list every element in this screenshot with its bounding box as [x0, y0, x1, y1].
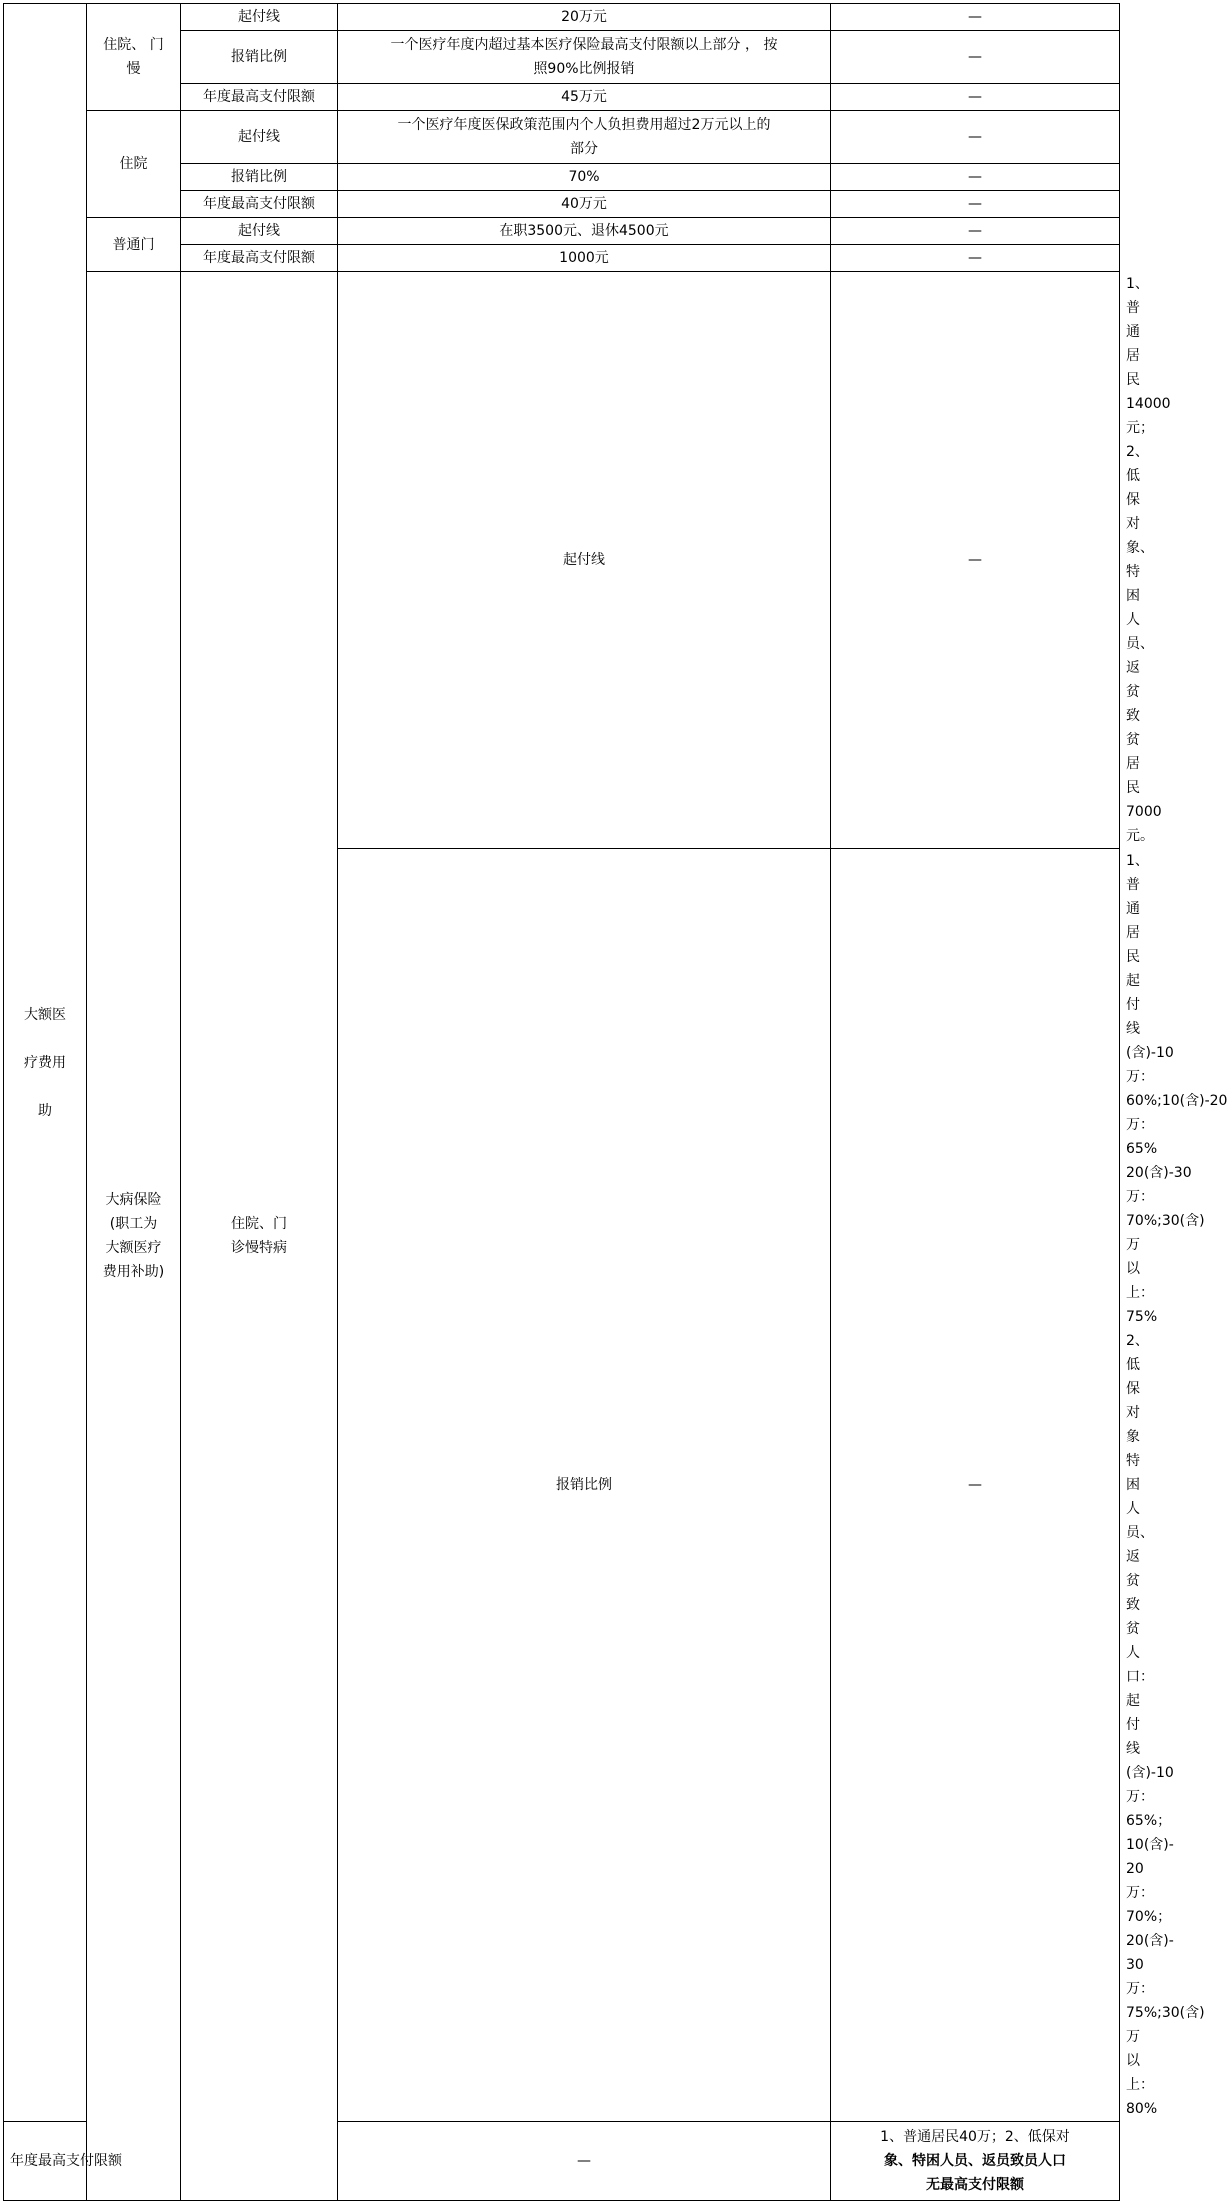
value-cell: 在职3500元、退休4500元	[338, 218, 831, 245]
item-label: 年度最高支付限额	[4, 2122, 87, 2201]
value-cell-right	[831, 2122, 1120, 2201]
item-label: 起付线	[181, 218, 338, 245]
value-cell: —	[338, 2122, 831, 2201]
item-label: 年度最高支付限额	[181, 191, 338, 218]
section-title-serious: 大病保险 (职工为 大额医疗 费用补助)	[87, 272, 181, 2201]
value-cell: 一个医疗年度内超过基本医疗保险最高支付限额以上部分 ， 按 照90%比例报销	[338, 31, 831, 84]
value-cell: 40万元	[338, 191, 831, 218]
table-row: 报销比例 — 1、普通居民起付线(含)-10 万：60%;10(含)-20万：65% 20(含)-30万：70%;30(含) 万以上：75% 2、低保对象 特困人员、返贫致贫人口：起 付线(含)-10万：65%；10(含)- 20万：70%；20(含)- 30万： 75%;30(含)万以上：80%	[4, 849, 1120, 2122]
max-limit-line-3: 无最高支付限额	[926, 2177, 1024, 2193]
value-cell-right: —	[831, 31, 1120, 84]
item-label: 年度最高支付限额	[181, 245, 338, 272]
group-label-serious: 住院、门 诊慢特病	[181, 272, 338, 2201]
group-label-general-outpatient: 普通门	[87, 218, 181, 272]
value-cell-right: —	[831, 4, 1120, 31]
value-cell: 70%	[338, 164, 831, 191]
value-cell-right: —	[831, 84, 1120, 111]
value-cell-right: —	[831, 191, 1120, 218]
item-label: 起付线	[338, 272, 831, 849]
item-label: 年度最高支付限额	[181, 84, 338, 111]
value-cell-right: —	[831, 164, 1120, 191]
value-cell-right: —	[831, 218, 1120, 245]
insurance-table	[3, 3, 1227, 2201]
value-cell-right: —	[831, 245, 1120, 272]
item-label: 报销比例	[181, 31, 338, 84]
item-label: 起付线	[181, 111, 338, 164]
max-limit-line-2: 象、特困人员、返员致员人口	[884, 2153, 1066, 2169]
group-label-inpatient: 住院	[87, 111, 181, 218]
table-row	[4, 218, 1120, 245]
item-label: 起付线	[181, 4, 338, 31]
item-label: 报销比例	[181, 164, 338, 191]
table-row: 大病保险 (职工为 大额医疗 费用补助) 住院、门 诊慢特病 起付线 — 1、普通居民14000元；2、低 保对象、特困人员、返贫致贫 居民7000元。	[4, 272, 1120, 849]
value-cell-right: —	[831, 111, 1120, 164]
value-cell: 45万元	[338, 84, 831, 111]
table-row	[4, 111, 1120, 164]
table-row	[4, 4, 1120, 31]
value-cell: 一个医疗年度医保政策范围内个人负担费用超过2万元以上的 部分	[338, 111, 831, 164]
section-title-major: 大额医 疗费用 助	[4, 4, 87, 2122]
value-cell: 1000元	[338, 245, 831, 272]
value-cell: —	[831, 272, 1120, 849]
max-limit-line-1: 1、普通居民40万；2、低保对	[880, 2129, 1070, 2145]
item-label: 报销比例	[338, 849, 831, 2122]
group-label-inpatient-outpatient: 住院、 门 慢	[87, 4, 181, 111]
value-cell: —	[831, 849, 1120, 2122]
value-cell: 20万元	[338, 4, 831, 31]
